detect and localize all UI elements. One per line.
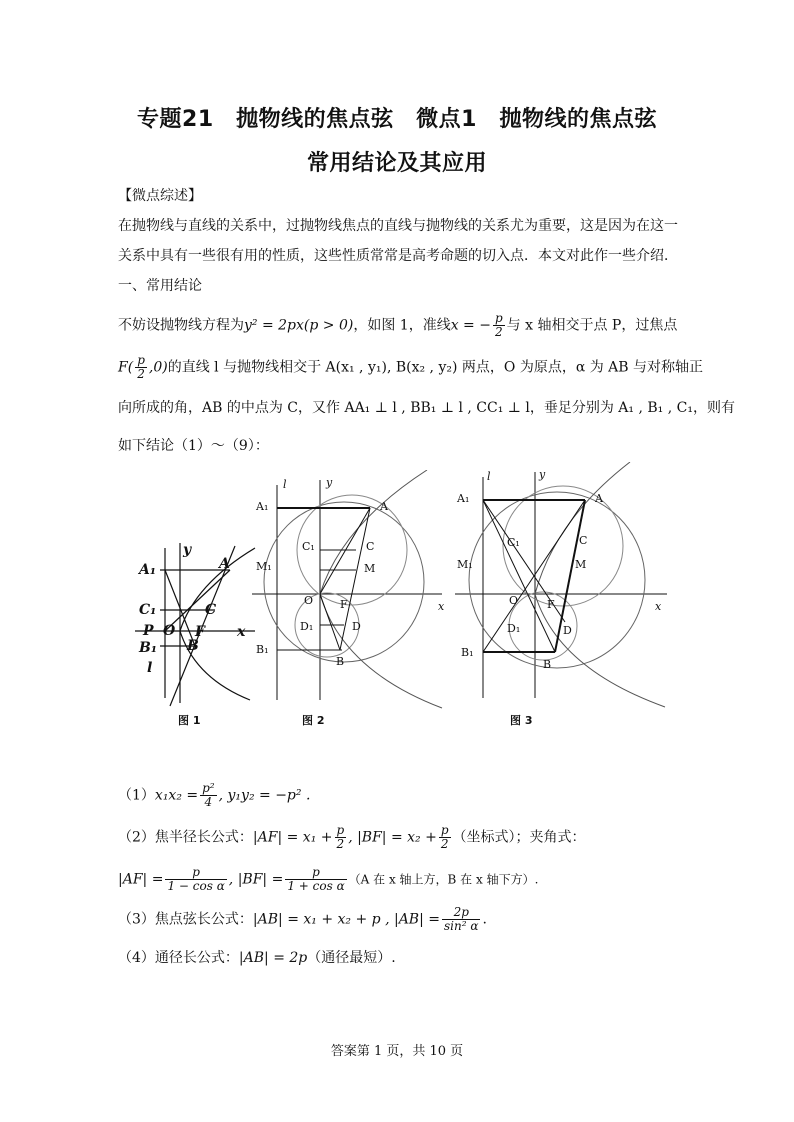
label-B: B xyxy=(336,655,345,668)
label-B: B xyxy=(543,658,552,671)
label-l: l xyxy=(283,478,287,491)
label-x: x xyxy=(438,600,445,613)
fraction: $\frac{p}{2}$ xyxy=(336,823,345,851)
label-A: A xyxy=(595,492,603,505)
result-4: （4）通径长公式：|AB| = 2p（通径最短）. xyxy=(118,950,396,966)
label-l: l xyxy=(147,660,153,676)
label-l: l xyxy=(487,470,491,483)
figure-3-caption: 图 3 xyxy=(510,714,533,727)
label-A1: A₁ xyxy=(256,500,269,513)
figure-1 xyxy=(135,538,265,708)
fraction: $\frac{p}{2}$ xyxy=(137,353,145,381)
result-1: （1）x₁x₂ = $\frac{\text{p²}}{4}$ , y₁y₂ = −p² . xyxy=(118,781,311,809)
label-A: A xyxy=(219,556,230,572)
label-A: A xyxy=(380,500,388,513)
label-C1: C₁ xyxy=(507,536,520,549)
focal-circle xyxy=(264,502,424,662)
label-y: y xyxy=(326,476,333,489)
fraction: $\frac{2p}{\text{sin² α}}$ xyxy=(444,905,479,933)
setup-line-4: 如下结论（1）～（9）： xyxy=(118,438,269,454)
label-O: O xyxy=(304,594,314,607)
label-C1: C₁ xyxy=(302,540,315,553)
setup-line-1: 不妨设抛物线方程为y² = 2px(p > 0)，如图 1，准线x = − $\frac{p}{2}$ 与 x 轴相交于点 P，过焦点 xyxy=(118,311,678,339)
label-M1: M₁ xyxy=(457,558,473,571)
section-tag: 【微点综述】 xyxy=(118,188,202,204)
result-2-line-1: （2）焦半径长公式：|AF| = x₁ + $\frac{p}{2}$ , |BF| = x₂ + $\frac{p}{2}$ （坐标式）；夹角式： xyxy=(118,823,586,851)
fraction: $\frac{p}{\text{1 − cos α}}$ xyxy=(167,865,225,893)
result-2-line-2: |AF| = $\frac{p}{\text{1 − cos α}}$ , |BF| = $\frac{p}{\text{1 + cos α}}$ （A 在 x 轴上方，B 在 x 轴下方）. xyxy=(118,865,539,893)
label-P: P xyxy=(143,623,154,639)
label-M: M xyxy=(575,558,587,571)
label-x: x xyxy=(655,600,662,613)
label-F: F xyxy=(340,598,348,611)
label-B1: B₁ xyxy=(256,643,269,656)
page-title: 专题21 抛物线的焦点弦 微点1 抛物线的焦点弦 xyxy=(137,107,657,132)
label-C: C xyxy=(579,534,588,547)
setup-line-3: 向所成的角，AB 的中点为 C，又作 AA₁ ⊥ l , BB₁ ⊥ l , CC₁ ⊥ l，垂足分别为 A₁ , B₁ , C₁，则有 xyxy=(118,400,735,416)
fraction: $\frac{\text{p²}}{4}$ xyxy=(202,781,215,809)
intro-line-1: 在抛物线与直线的关系中，过抛物线焦点的直线与抛物线的关系尤为重要，这是因为在这一 xyxy=(118,218,678,234)
label-O: O xyxy=(509,594,519,607)
figure-2 xyxy=(252,470,452,710)
figure-1-caption: 图 1 xyxy=(178,714,201,727)
fraction: $\frac{p}{2}$ xyxy=(440,823,449,851)
label-A1: A₁ xyxy=(139,562,156,578)
label-C: C xyxy=(205,602,217,618)
label-B: B xyxy=(187,638,199,654)
page-subtitle: 常用结论及其应用 xyxy=(306,151,487,176)
label-y: y xyxy=(183,542,192,558)
label-B1: B₁ xyxy=(461,646,474,659)
label-A1: A₁ xyxy=(457,492,470,505)
label-D: D xyxy=(352,620,361,633)
label-C: C xyxy=(366,540,375,553)
label-O: O xyxy=(163,623,176,639)
label-D: D xyxy=(563,624,572,637)
label-M1: M₁ xyxy=(256,560,272,573)
label-M: M xyxy=(364,562,376,575)
result-3: （3）焦点弦长公式：|AB| = x₁ + x₂ + p , |AB| = $\frac{2p}{\text{sin² α}}$ . xyxy=(118,905,487,933)
fraction: $\frac{p}{\text{1 + cos α}}$ xyxy=(287,865,345,893)
label-y: y xyxy=(539,468,546,481)
setup-line-2: F( $\frac{p}{2}$ ,0)的直线 l 与抛物线相交于 A(x₁ , y₁), B(x₂ , y₂) 两点，O 为原点，α 为 AB 与对称轴正 xyxy=(118,353,704,381)
fraction: $\frac{p}{2}$ xyxy=(494,311,503,339)
label-D1: D₁ xyxy=(300,620,314,633)
label-F: F xyxy=(547,598,555,611)
intro-line-2: 关系中具有一些很有用的性质，这些性质常常是高考命题的切入点．本文对此作一些介绍． xyxy=(118,248,678,264)
label-B1: B₁ xyxy=(139,640,157,656)
label-C1: C₁ xyxy=(139,602,157,618)
label-D1: D₁ xyxy=(507,622,521,635)
figure-3 xyxy=(455,462,670,710)
label-x: x xyxy=(237,624,246,640)
figure-2-caption: 图 2 xyxy=(302,714,325,727)
page-footer: 答案第 1 页，共 10 页 xyxy=(330,1044,464,1059)
label-F: F xyxy=(195,624,205,640)
heading-conclusions: 一、常用结论 xyxy=(118,278,202,294)
